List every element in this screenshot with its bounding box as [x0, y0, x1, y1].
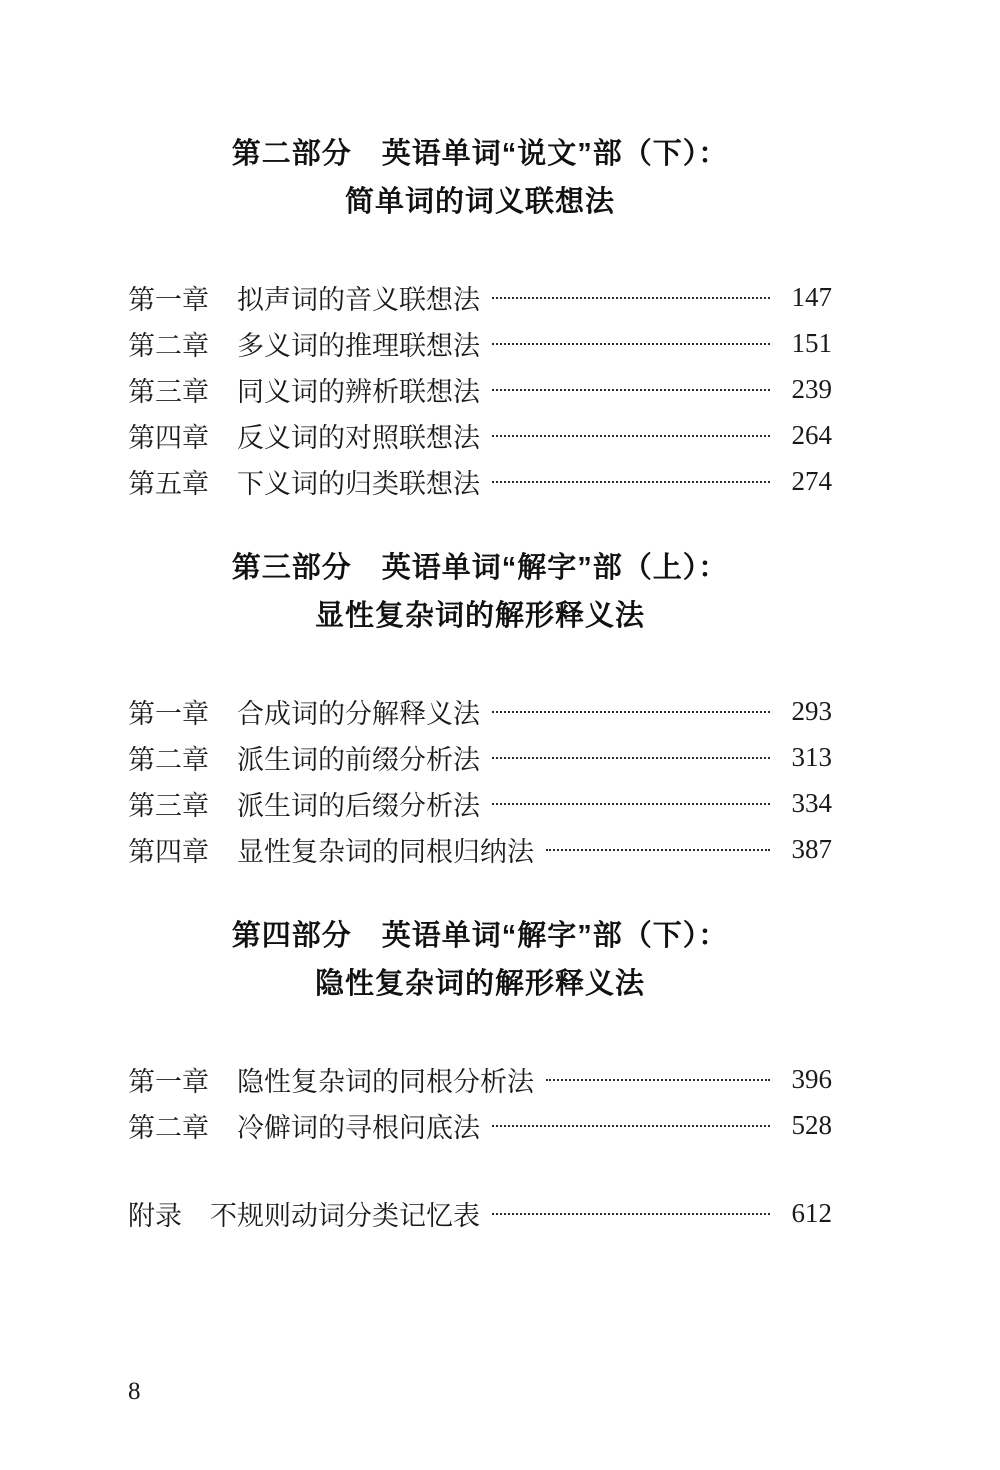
folio-page-number: 8 — [128, 1378, 141, 1405]
entry-page-number: 313 — [791, 741, 832, 772]
section-heading-line2: 隐性复杂词的解形释义法 — [314, 968, 645, 1000]
chapter-label: 第三章 — [128, 376, 209, 407]
chapter-label: 第二章 — [128, 1112, 209, 1143]
dot-leader — [492, 711, 770, 713]
entry-page-number: 151 — [791, 327, 832, 358]
toc-entry — [128, 826, 832, 872]
entry-page-number: 612 — [791, 1197, 832, 1228]
section-heading-part2 — [128, 130, 832, 226]
entry-page-number: 264 — [791, 419, 832, 450]
chapter-title: 合成词的分解释义法 — [237, 698, 480, 729]
chapter-label: 第二章 — [128, 744, 209, 775]
entry-page-number: 239 — [791, 373, 832, 404]
entry-page-number: 334 — [791, 787, 832, 818]
toc-entry — [128, 320, 832, 366]
chapter-label: 第二章 — [128, 330, 209, 361]
chapter-label: 第一章 — [128, 698, 209, 729]
section-heading-part4 — [128, 912, 832, 1008]
appendix-title: 不规则动词分类记忆表 — [210, 1200, 480, 1231]
dot-leader — [492, 757, 770, 759]
dot-leader — [492, 481, 770, 483]
entry-page-number: 387 — [791, 833, 832, 864]
chapter-label: 第三章 — [128, 790, 209, 821]
toc-entry — [128, 734, 832, 780]
section-heading-line2: 简单词的词义联想法 — [344, 186, 615, 218]
chapter-title: 下义词的归类联想法 — [237, 468, 480, 499]
toc-entry — [128, 1056, 832, 1102]
chapter-title: 反义词的对照联想法 — [237, 422, 480, 453]
dot-leader — [492, 435, 770, 437]
toc-entry — [128, 412, 832, 458]
entry-page-number: 396 — [791, 1063, 832, 1094]
section-heading-line1: 第二部分 英语单词“说文”部（下）： — [231, 138, 729, 170]
dot-leader — [492, 1125, 770, 1127]
dot-leader — [492, 1213, 770, 1215]
chapter-title: 显性复杂词的同根归纳法 — [237, 836, 534, 867]
section-heading-line1: 第四部分 英语单词“解字”部（下）： — [231, 920, 729, 952]
chapter-label: 第四章 — [128, 422, 209, 453]
toc-entry — [128, 274, 832, 320]
dot-leader — [492, 389, 770, 391]
chapter-title: 派生词的后缀分析法 — [237, 790, 480, 821]
section-heading-line1: 第三部分 英语单词“解字”部（上）： — [231, 552, 729, 584]
dot-leader — [546, 1079, 770, 1081]
chapter-title: 拟声词的音义联想法 — [237, 284, 480, 315]
chapter-label: 第四章 — [128, 836, 209, 867]
chapter-label: 第一章 — [128, 284, 209, 315]
entry-page-number: 147 — [791, 281, 832, 312]
chapter-label: 第一章 — [128, 1066, 209, 1097]
toc-entry — [128, 366, 832, 412]
appendix-label: 附录 — [128, 1200, 182, 1231]
section-heading-part3 — [128, 544, 832, 640]
toc-list-part4 — [128, 1056, 832, 1148]
toc-entry — [128, 1102, 832, 1148]
toc-entry-appendix — [128, 1190, 832, 1236]
chapter-title: 派生词的前缀分析法 — [237, 744, 480, 775]
chapter-title: 多义词的推理联想法 — [237, 330, 480, 361]
entry-page-number: 293 — [791, 695, 832, 726]
chapter-title: 同义词的辨析联想法 — [237, 376, 480, 407]
dot-leader — [546, 849, 770, 851]
toc-entry — [128, 780, 832, 826]
entry-page-number: 274 — [791, 465, 832, 496]
toc-entry — [128, 688, 832, 734]
entry-page-number: 528 — [791, 1109, 832, 1140]
toc-entry — [128, 458, 832, 504]
dot-leader — [492, 803, 770, 805]
dot-leader — [492, 297, 770, 299]
toc-list-part3 — [128, 688, 832, 872]
dot-leader — [492, 343, 770, 345]
toc-list-part2 — [128, 274, 832, 504]
section-heading-line2: 显性复杂词的解形释义法 — [314, 600, 645, 632]
chapter-title: 隐性复杂词的同根分析法 — [237, 1066, 534, 1097]
chapter-label: 第五章 — [128, 468, 209, 499]
chapter-title: 冷僻词的寻根问底法 — [237, 1112, 480, 1143]
